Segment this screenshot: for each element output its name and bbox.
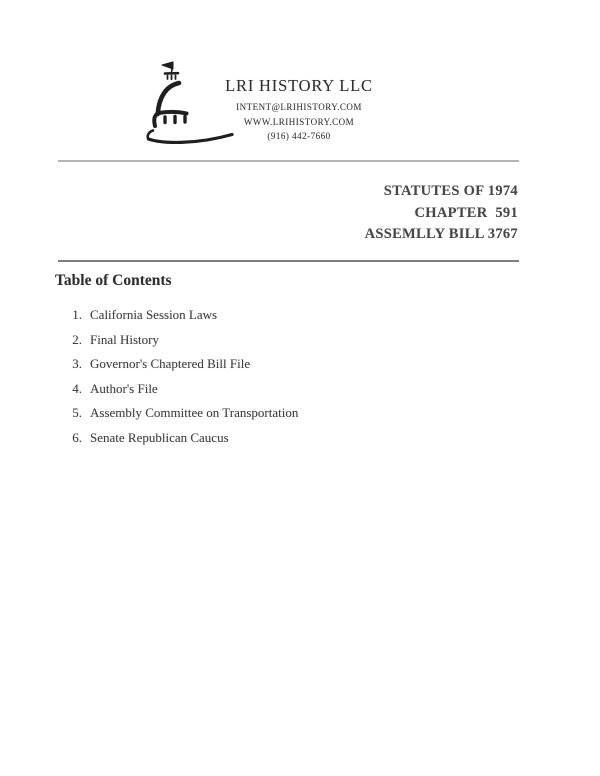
toc-item-label: Author's File [90, 380, 158, 396]
company-phone: (916) 442-7660 [267, 131, 331, 141]
toc-item-number: 6. [72, 429, 82, 445]
toc-heading: Table of Contents [55, 272, 172, 289]
letterhead [212, 76, 386, 144]
toc-item-number: 5. [72, 405, 82, 420]
toc-item-label: Final History [90, 331, 159, 347]
toc-item-label: California Session Laws [90, 307, 218, 322]
assembly-bill-line: ASSEMLLY BILL 3767 [364, 226, 518, 242]
chapter-line: CHAPTER 591 [414, 204, 518, 221]
toc-item [72, 381, 475, 406]
toc-item-number: 1. [72, 307, 82, 322]
toc-list [55, 307, 475, 454]
statutes-line: STATUTES OF 1974 [383, 183, 518, 199]
toc-item-number: 4. [72, 380, 82, 396]
toc-item-label: Assembly Committee on Transportation [90, 405, 299, 420]
toc-item [72, 356, 475, 381]
toc-item-number: 2. [72, 331, 82, 347]
top-divider [58, 160, 519, 162]
toc-item [72, 307, 475, 332]
company-website: WWW.LRIHISTORY.COM [243, 116, 355, 127]
document-info [365, 181, 518, 246]
table-of-contents [55, 271, 475, 454]
toc-item [72, 405, 475, 430]
company-name: LRI HISTORY LLC [225, 76, 373, 95]
toc-item-label: Governor's Chaptered Bill File [90, 356, 251, 371]
company-email: INTENT@LRIHISTORY.COM [236, 102, 362, 112]
toc-item [72, 332, 475, 357]
toc-item-number: 3. [72, 356, 82, 371]
toc-item-label: Senate Republican Caucus [90, 429, 229, 445]
middle-divider [58, 260, 519, 262]
toc-item [72, 430, 475, 455]
